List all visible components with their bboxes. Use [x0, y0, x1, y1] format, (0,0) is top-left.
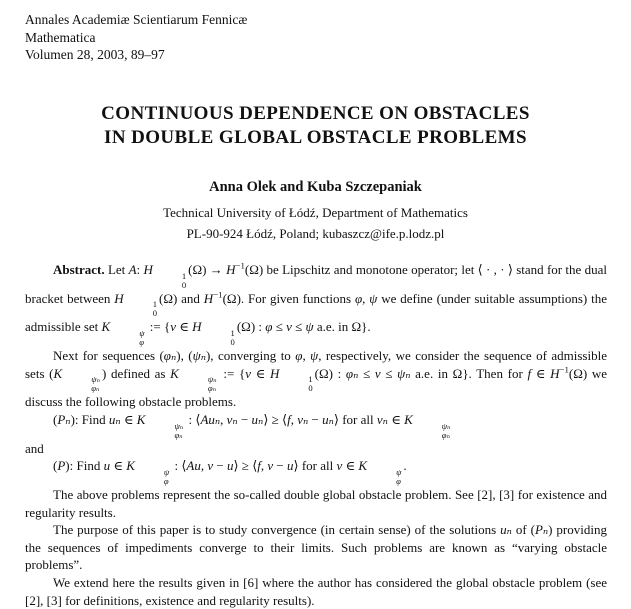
- journal-series: Mathematica: [25, 29, 96, 45]
- abstract-paragraph-2: Next for sequences (φₙ), (ψₙ), converging to φ, ψ, respectively, we consider the sequence of admissible sets (K ψₙ φₙ ) defined as K ψₙ φₙ := {v ∈ H 1 0 (Ω) : φₙ ≤ v ≤ ψₙ a.e. in Ω}. Then for f ∈ $H^{-1}(\Omega)$ we discuss the following obstacle problems.: [25, 348, 608, 410]
- journal-header: [25, 11, 247, 64]
- abstract-paragraph-4: The purpose of this paper is to study convergence (in certain sense) of the solutions uₙ of (Pₙ) providing the sequences of impediments converge to their limits. Such problems are known as “varying obstacle problems”.: [25, 522, 607, 573]
- contact-address: PL-90-924 Łódź, Poland; kubaszcz@ife.p.lodz.pl: [186, 226, 445, 241]
- abstract-paragraph-1: Abstract. Let A: H 1 0 $(\Omega) \to H^{-1}(\Omega)$ be Lipschitz and monotone operator; let ⟨ · , · ⟩ stand for the dual bracket between H 1 0 (Ω) and $H^{-1}(\Omega)$. For given functions φ, ψ we define (under suitable assumptions) the admissible set K ψ φ := {v ∈ H 1 0 (Ω) : φ ≤ v ≤ ψ a.e. in Ω}.: [25, 260, 608, 348]
- paper-title: [0, 102, 631, 150]
- paper-title-line-1: CONTINUOUS DEPENDENCE ON OBSTACLES: [101, 103, 530, 124]
- abstract-paragraph-5: We extend here the results given in [6] where the author has considered the global obstacle problem (see [2], [3] for definitions, existence and regularity results).: [25, 575, 607, 608]
- problem-pn-line: (Pₙ): Find uₙ ∈ K ψₙ φₙ : ⟨Auₙ, vₙ − uₙ⟩ ≥ ⟨f, vₙ − uₙ⟩ for all vₙ ∈ K ψₙ φₙ: [53, 412, 451, 440]
- journal-name: Annales Academiæ Scientiarum Fennicæ: [25, 12, 248, 27]
- paper-title-line-2: IN DOUBLE GLOBAL OBSTACLE PROBLEMS: [104, 127, 527, 148]
- journal-volume: Volumen 28, 2003, 89–97: [25, 47, 165, 62]
- problem-p-line: (P): Find u ∈ K ψ φ : ⟨Au, v − u⟩ ≥ ⟨f, v − u⟩ for all v ∈ K ψ φ .: [53, 458, 407, 487]
- affiliation: Technical University of Łódź, Department of Mathematics: [163, 205, 468, 220]
- abstract-paragraph-3: The above problems represent the so-called double global obstacle problem. See [2], [3] for existence and regularity results.: [25, 487, 607, 520]
- connector-and: and: [25, 440, 44, 456]
- authors: Anna Olek and Kuba Szczepaniak: [209, 179, 422, 195]
- abstract: [25, 261, 607, 609]
